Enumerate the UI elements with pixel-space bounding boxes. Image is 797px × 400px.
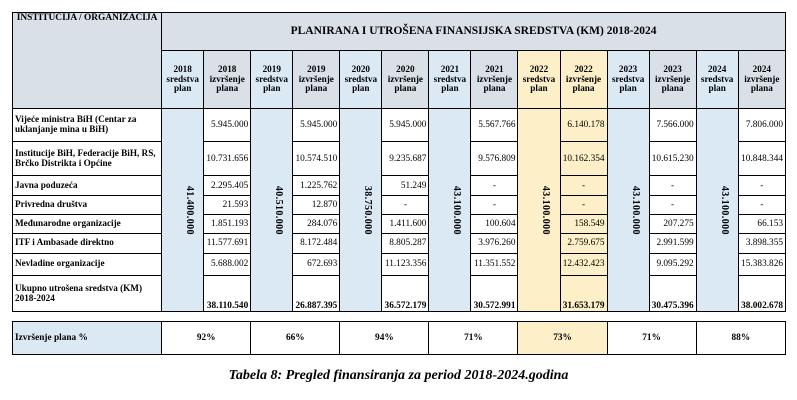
spacer-row [13, 312, 786, 322]
value-cell: - [649, 176, 696, 195]
column-header-2023-plan [607, 50, 649, 109]
column-header-line: 2023 [618, 63, 638, 74]
plan-cell-2019 [251, 109, 293, 312]
column-header-line: plan [441, 83, 459, 94]
plan-cell-2018 [162, 109, 204, 312]
value-cell: 3.898.355 [738, 234, 785, 253]
value-cell: - [471, 176, 518, 195]
value-cell: 1.411.600 [382, 214, 429, 233]
value-cell: - [738, 195, 785, 214]
table-row [13, 141, 786, 176]
value-cell: 2.991.599 [649, 234, 696, 253]
column-header-2020-execution [382, 50, 429, 109]
spacer-cell [13, 312, 786, 322]
value-cell: 8.805.287 [382, 234, 429, 253]
value-cell: - [382, 195, 429, 214]
total-value: 30.572.991 [471, 275, 518, 312]
column-header-line: sredstva [611, 73, 645, 84]
column-header-line: plana [216, 83, 239, 94]
row-label: Nevladine organizacije [13, 253, 162, 275]
plan-value: 43.100.000 [718, 185, 730, 235]
value-cell: - [560, 176, 607, 195]
total-value: 26.887.395 [293, 275, 340, 312]
table-row [13, 234, 786, 253]
row-label: Vijeće ministra BiH (Centar za uklanjanje mina u BiH) [13, 109, 162, 141]
execution-value: 88% [696, 322, 785, 355]
value-cell: 7.566.000 [649, 109, 696, 141]
column-header-line: plana [394, 83, 417, 94]
column-header-line: 2021 [440, 63, 460, 74]
column-header-line: 2022 [574, 63, 593, 74]
value-cell: 10.574.510 [293, 141, 340, 176]
value-cell: 1.225.762 [293, 176, 340, 195]
value-cell: 158.549 [560, 214, 607, 233]
column-header-line: izvršenje [387, 73, 423, 84]
column-header-line: plan [173, 83, 192, 94]
plan-cell-2022 [518, 109, 560, 312]
column-header-line: plana [750, 83, 773, 94]
column-header-2022-plan [518, 50, 560, 109]
plan-value: 38.750.000 [362, 185, 374, 235]
value-cell: 8.172.484 [293, 234, 340, 253]
plan-cell-2020 [340, 109, 382, 312]
value-cell: 5.567.766 [471, 109, 518, 141]
execution-value: 71% [429, 322, 518, 355]
column-header-line: 2019 [307, 63, 326, 74]
execution-value: 94% [340, 322, 429, 355]
total-value: 38.110.540 [204, 275, 251, 312]
value-cell: 207.275 [649, 214, 696, 233]
column-header-line: izvršenje [744, 73, 780, 84]
value-cell: 10.162.354 [560, 141, 607, 176]
value-cell: 9.576.809 [471, 141, 518, 176]
column-header-line: plana [572, 83, 595, 94]
column-header-2024-plan [696, 50, 738, 109]
column-header-2020-plan [340, 50, 382, 109]
plan-value: 43.100.000 [629, 185, 641, 235]
value-cell: 7.806.000 [738, 109, 785, 141]
column-header-line: plan [263, 83, 281, 94]
row-label: Javna poduzeća [13, 176, 162, 195]
total-value: 31.653.179 [560, 275, 607, 312]
column-header-line: 2022 [529, 63, 549, 74]
value-cell: 15.383.826 [738, 253, 785, 275]
column-header-line: sredstva [522, 73, 556, 84]
total-value: 36.572.179 [382, 275, 429, 312]
value-cell: 10.731.656 [204, 141, 251, 176]
value-cell: 2.759.675 [560, 234, 607, 253]
column-header-line: sredstva [166, 73, 199, 84]
value-cell: 12.432.423 [560, 253, 607, 275]
value-cell: - [471, 195, 518, 214]
column-header-2019-execution [293, 50, 340, 109]
total-value: 38.002.678 [738, 275, 785, 312]
row-label: Privredna društva [13, 195, 162, 214]
row-label: ITF i Ambasade direktno [13, 234, 162, 253]
table-caption: Tabela 8: Pregled finansiranja za period 2018-2024.godina [228, 368, 569, 383]
plan-cell-2021 [429, 109, 471, 312]
column-header-2018-plan [162, 50, 204, 109]
column-header-line: plana [305, 83, 328, 94]
value-cell: 5.688.002 [204, 253, 251, 275]
execution-value: 71% [607, 322, 696, 355]
value-cell: 1.851.193 [204, 214, 251, 233]
value-cell: 5.945.000 [204, 109, 251, 141]
column-header-line: 2020 [351, 63, 371, 74]
execution-label: Izvršenje plana % [13, 322, 162, 355]
value-cell: 11.351.552 [471, 253, 518, 275]
column-header-line: izvršenje [655, 73, 691, 84]
plan-value: 40.510.000 [273, 185, 285, 235]
column-header-line: 2018 [218, 63, 237, 74]
column-header-line: 2024 [707, 63, 727, 74]
column-header-2023-execution [649, 50, 696, 109]
value-cell: 6.140.178 [560, 109, 607, 141]
total-row [13, 275, 786, 312]
value-cell: 284.076 [293, 214, 340, 233]
execution-value: 66% [251, 322, 340, 355]
execution-value: 92% [162, 322, 251, 355]
institution-header: INSTITUCIJA / ORGANIZACIJA [13, 13, 162, 109]
value-cell: 5.945.000 [382, 109, 429, 141]
table-row [13, 214, 786, 233]
column-header-line: plan [708, 83, 726, 94]
value-cell: - [649, 195, 696, 214]
column-header-line: plan [530, 83, 548, 94]
value-cell: 12.870 [293, 195, 340, 214]
row-label: Međunarodne organizacije [13, 214, 162, 233]
column-header-line: 2024 [752, 63, 772, 74]
value-cell: 5.945.000 [293, 109, 340, 141]
value-cell: 66.153 [738, 214, 785, 233]
column-header-2019-plan [251, 50, 293, 109]
column-header-line: izvršenje [565, 73, 602, 84]
value-cell: 3.976.260 [471, 234, 518, 253]
table-main-title: PLANIRANA I UTROŠENA FINANSIJSKA SREDSTVA (KM) 2018-2024 [162, 13, 786, 51]
value-cell: 2.295.405 [204, 176, 251, 195]
column-header-line: 2019 [262, 63, 281, 74]
column-header-line: plan [352, 83, 370, 94]
value-cell: - [738, 176, 785, 195]
column-header-line: 2018 [173, 63, 192, 74]
column-header-2021-plan [429, 50, 471, 109]
value-cell: 11.123.356 [382, 253, 429, 275]
value-cell: 10.615.230 [649, 141, 696, 176]
plan-value: 41.400.000 [184, 185, 196, 235]
column-header-line: 2020 [396, 63, 415, 74]
table-row [13, 176, 786, 195]
value-cell: 672.693 [293, 253, 340, 275]
plan-cell-2023 [607, 109, 649, 312]
plan-cell-2024 [696, 109, 738, 312]
value-cell: 11.577.691 [204, 234, 251, 253]
column-header-line: sredstva [433, 73, 467, 84]
value-cell: 21.593 [204, 195, 251, 214]
column-header-line: sredstva [255, 73, 288, 84]
column-header-line: izvršenje [298, 73, 334, 84]
financing-table [12, 12, 786, 355]
column-header-line: plana [661, 83, 684, 94]
total-label: Ukupno utrošena sredstva (KM) 2018-2024 [13, 275, 162, 312]
value-cell: - [560, 195, 607, 214]
column-header-line: plana [483, 83, 506, 94]
value-cell: 9.095.292 [649, 253, 696, 275]
column-header-2021-execution [471, 50, 518, 109]
total-value: 30.475.396 [649, 275, 696, 312]
value-cell: 10.848.344 [738, 141, 785, 176]
column-header-2024-execution [738, 50, 785, 109]
column-header-line: izvršenje [476, 73, 513, 84]
table-row [13, 195, 786, 214]
value-cell: 100.604 [471, 214, 518, 233]
column-header-line: 2021 [485, 63, 504, 74]
column-header-line: sredstva [700, 73, 734, 84]
value-cell: 9.235.687 [382, 141, 429, 176]
table-row [13, 253, 786, 275]
column-header-2022-execution [560, 50, 607, 109]
execution-value: 73% [518, 322, 607, 355]
table-row [13, 109, 786, 141]
column-header-2018-execution [204, 50, 251, 109]
column-header-line: plan [619, 83, 637, 94]
column-header-line: 2023 [663, 63, 682, 74]
execution-row [13, 322, 786, 355]
plan-value: 43.100.000 [540, 185, 552, 235]
plan-value: 43.100.000 [451, 185, 463, 235]
row-label: Institucije BiH, Federacije BiH, RS, Brčko Distrikta i Općine [13, 141, 162, 176]
column-header-line: izvršenje [209, 73, 245, 84]
column-header-line: sredstva [344, 73, 378, 84]
value-cell: 51.249 [382, 176, 429, 195]
